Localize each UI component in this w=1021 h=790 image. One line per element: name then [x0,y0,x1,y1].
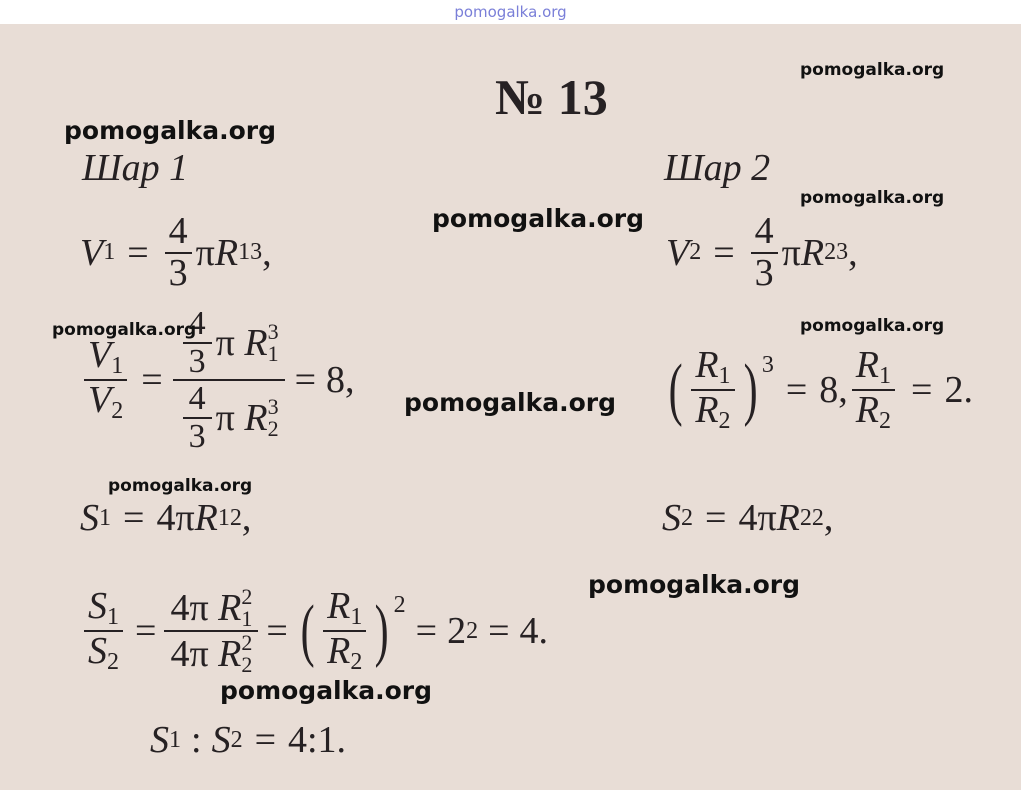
numerator [691,346,734,389]
sup-sub-stack [241,632,252,676]
numerator: 4 [754,210,774,252]
area-ratio-equation [80,586,548,676]
var-r: R [214,231,239,274]
var-v: V [80,231,104,274]
sup-sub-stack [267,318,279,366]
exponent: 3 [267,318,279,344]
var-r: R [244,397,268,440]
base-value: 2 [447,610,467,652]
equals-sign: = [254,719,276,761]
exponent: 2 [811,504,824,531]
subscript: 1 [99,504,111,531]
sup-sub-stack [241,586,252,630]
subscript: 2 [241,652,253,677]
equals-sign: = [705,497,727,539]
fraction-r1-r2 [691,346,734,434]
var-r: R [194,497,218,539]
area-formula-1 [80,496,251,540]
area-formula-2 [662,496,833,540]
watermark: pomogalka.org [800,316,945,336]
colon: : [191,719,202,761]
fraction-r1-r2 [323,584,366,675]
denominator [164,630,258,676]
equals-sign: = [713,231,735,274]
fraction-4-3 [165,212,192,294]
fraction-4-3 [183,306,212,379]
left-paren: ( [300,592,315,669]
equals-sign: = [911,369,933,412]
exponent: 2 [241,584,253,609]
subscript: 2 [879,408,891,435]
denominator [84,379,127,424]
result-value: 4:1. [288,719,347,761]
var-s: S [150,719,169,761]
fraction-area-expressions [164,586,258,676]
denominator [173,379,285,454]
numerator: 4 [188,380,206,418]
pi-symbol: π [215,397,235,440]
denominator: 3 [751,252,778,294]
var-r: R [218,633,242,675]
exponent: 2 [466,617,479,644]
heading-sphere-1: Шар 1 [82,147,189,189]
fraction-4-3 [183,381,212,454]
var-r: R [855,344,879,386]
denominator [84,630,123,675]
subscript: 2 [824,239,837,266]
subscript: 2 [107,649,119,675]
denominator: 3 [165,252,192,294]
var-s: S [211,719,231,761]
watermark: pomogalka.org [588,570,801,599]
equals-sign: = [123,497,145,539]
subscript: 1 [169,726,181,753]
radius-ratio-equation [664,346,973,434]
heading-sphere-2: Шар 2 [664,147,771,189]
volume-formula-2 [666,212,858,294]
exponent: 3 [250,239,263,266]
exponent: 3 [761,352,774,378]
subscript: 2 [111,398,124,425]
equals-sign: = [141,359,163,402]
var-r: R [855,389,879,432]
right-paren: ) [743,351,758,429]
subscript: 1 [111,353,124,380]
equals-sign: = [266,610,288,652]
watermark: pomogalka.org [64,116,277,145]
equals-sign: = [294,359,316,402]
watermark: pomogalka.org [800,60,945,80]
comma: , [848,231,858,274]
subscript: 2 [350,649,363,675]
problem-number: № 13 [495,69,608,125]
denominator [691,389,734,434]
fraction-4-3 [751,212,778,294]
subscript: 1 [238,239,251,266]
equals-sign: = [488,610,510,652]
header-watermark: pomogalka.org [454,3,567,21]
right-paren: ) [374,592,389,669]
final-ratio [150,718,346,762]
equals-sign: = [135,610,157,652]
watermark: pomogalka.org [52,320,197,340]
numerator: 4 [188,305,206,342]
textbook-page [0,24,1021,790]
fraction-v1-v2 [84,336,127,424]
left-paren: ( [668,351,683,429]
subscript: 1 [241,606,253,631]
subscript: 2 [230,726,243,753]
var-r: R [218,587,242,629]
denominator: 3 [183,342,212,380]
comma: , [823,497,834,539]
subscript: 1 [107,603,119,630]
coefficient: 4π [170,587,209,629]
var-r: R [776,497,800,539]
equals-sign: = [127,231,149,274]
subscript: 2 [267,416,279,442]
var-r: R [695,344,719,386]
denominator: 3 [183,417,212,455]
subscript: 2 [799,504,812,531]
volume-formula-1 [80,212,272,294]
exponent: 2 [229,504,242,531]
result-value: 8, [819,369,848,412]
watermark: pomogalka.org [432,204,645,233]
var-r: R [244,321,268,364]
exponent: 3 [836,239,849,266]
watermark: pomogalka.org [108,476,253,496]
pi-symbol: π [195,231,215,274]
numerator: 4 [168,210,188,252]
var-r: R [800,231,825,274]
subscript: 1 [350,603,363,630]
numerator [164,586,258,630]
result-value: 2. [944,369,973,412]
var-s: S [88,584,107,627]
coefficient: 4π [170,633,209,675]
pi-symbol: π [215,321,235,364]
numerator [173,306,285,379]
var-r: R [695,389,719,432]
denominator [852,389,895,434]
result-value: 4. [519,610,548,652]
exponent: 2 [393,592,406,618]
numerator [323,584,366,630]
numerator [84,584,123,630]
var-r: R [327,584,351,627]
subscript: 1 [879,363,891,389]
var-v: V [88,379,112,422]
comma: , [262,231,272,274]
fraction-r1-r2 [852,346,895,434]
fraction-s1-s2 [84,584,123,675]
var-r: R [327,630,351,672]
subscript: 1 [718,363,731,389]
subscript: 2 [718,408,731,435]
var-s: S [88,630,107,672]
coefficient: 4π [156,497,195,539]
coefficient: 4π [738,497,777,539]
var-v: V [88,334,112,377]
subscript: 1 [217,504,230,531]
watermark: pomogalka.org [220,676,433,705]
numerator [84,336,127,379]
result-value: 8, [326,359,355,402]
subscript: 2 [681,504,693,531]
equals-sign: = [415,610,438,652]
subscript: 2 [689,239,702,266]
exponent: 2 [241,630,253,655]
exponent: 3 [267,394,279,420]
denominator [323,630,366,675]
comma: , [241,497,252,539]
var-s: S [80,497,99,539]
pi-symbol: π [781,231,801,274]
var-v: V [666,231,690,274]
sup-sub-stack [268,396,279,440]
subscript: 1 [103,239,116,266]
numerator [852,346,895,389]
watermark: pomogalka.org [404,388,617,417]
watermark: pomogalka.org [800,188,945,208]
var-s: S [662,497,681,539]
equals-sign: = [785,369,808,412]
subscript: 1 [267,340,279,366]
